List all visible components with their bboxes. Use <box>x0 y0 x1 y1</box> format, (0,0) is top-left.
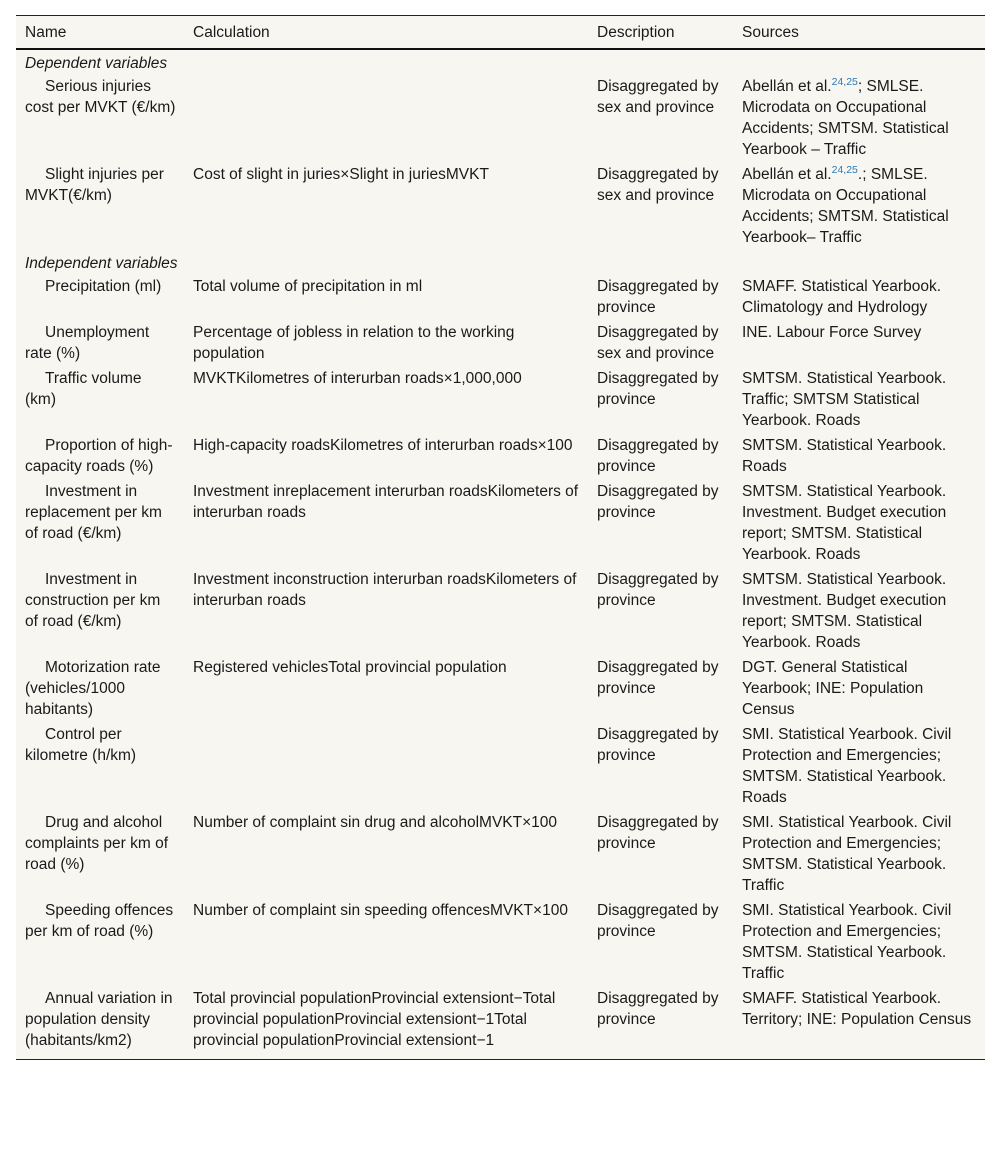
variable-calculation: Investment inreplacement interurban roadsKilometers of interurban roads <box>193 483 579 521</box>
variable-sources <box>733 567 985 655</box>
variable-sources <box>733 274 985 320</box>
table-header-row <box>16 16 985 50</box>
variable-sources <box>733 810 985 898</box>
variable-calculation: Total provincial populationProvincial extensiont−Total provincial populationProvincial extensiont−1Total provincial populationProvincial extensiont−1 <box>184 986 588 1060</box>
variable-name: Precipitation (ml) <box>45 278 162 295</box>
variable-description: Disaggregated by province <box>597 483 719 521</box>
table-row <box>16 986 985 1060</box>
header-description: Description <box>588 16 733 50</box>
variable-name: Speeding offences per km of road (%) <box>25 902 174 940</box>
table-row <box>16 722 985 810</box>
header-name: Name <box>16 16 184 50</box>
table-row <box>16 366 985 433</box>
sources-text: INE. Labour Force Survey <box>742 324 922 341</box>
sources-text: SMI. Statistical Yearbook. Civil Protection and Emergencies; SMTSM. Statistical Yearbook. Traffic <box>742 814 952 894</box>
variable-description: Disaggregated by province <box>597 571 719 609</box>
citation-link[interactable]: 24,25 <box>831 164 858 176</box>
variable-sources <box>733 655 985 722</box>
sources-text: SMTSM. Statistical Yearbook. Traffic; SMTSM Statistical Yearbook. Roads <box>742 370 947 429</box>
variable-calculation: Total volume of precipitation in ml <box>193 278 423 295</box>
section-title: Dependent variables <box>25 55 168 72</box>
table-row <box>16 898 985 986</box>
sources-text-continued: ; SMLSE. Microdata on Occupational Accidents; SMTSM. Statistical Yearbook – Traffic <box>742 78 949 158</box>
table-row <box>16 810 985 898</box>
variable-name: Control per kilometre (h/km) <box>25 726 137 764</box>
variable-name: Investment in replacement per km of road (€/km) <box>25 483 162 542</box>
variable-sources <box>733 898 985 986</box>
sources-text: SMTSM. Statistical Yearbook. Investment. Budget execution report; SMTSM. Statistical Yearbook. Roads <box>742 483 947 563</box>
variable-sources <box>733 74 985 162</box>
variable-description: Disaggregated by province <box>597 437 719 475</box>
table-row <box>16 567 985 655</box>
variable-name: Serious injuries cost per MVKT (€/km) <box>25 78 176 116</box>
variable-sources <box>733 162 985 250</box>
sources-text: SMAFF. Statistical Yearbook. Climatology and Hydrology <box>742 278 942 316</box>
variable-calculation: Investment inconstruction interurban roadsKilometers of interurban roads <box>193 571 577 609</box>
variable-calculation: MVKTKilometres of interurban roads×1,000,000 <box>193 370 522 387</box>
variable-calculation <box>184 722 588 810</box>
sources-text: SMTSM. Statistical Yearbook. Roads <box>742 437 947 475</box>
variable-name: Slight injuries per MVKT(€/km) <box>25 166 164 204</box>
variable-sources <box>733 366 985 433</box>
variable-name: Traffic volume (km) <box>25 370 142 408</box>
sources-text-continued: .; SMLSE. Microdata on Occupational Accidents; SMTSM. Statistical Yearbook– Traffic <box>742 166 949 246</box>
variable-sources <box>733 479 985 567</box>
variable-sources <box>733 986 985 1060</box>
sources-text: Abellán et al. <box>742 78 832 95</box>
section-title: Independent variables <box>25 255 178 272</box>
variable-description: Disaggregated by province <box>597 370 719 408</box>
table-row <box>16 162 985 250</box>
variable-description: Disaggregated by province <box>597 278 719 316</box>
sources-text: SMI. Statistical Yearbook. Civil Protection and Emergencies; SMTSM. Statistical Yearbook. Traffic <box>742 902 952 982</box>
variable-calculation: Registered vehiclesTotal provincial population <box>193 659 507 676</box>
variable-calculation: Cost of slight in juries×Slight in juriesMVKT <box>193 166 489 183</box>
sources-text: SMTSM. Statistical Yearbook. Investment. Budget execution report; SMTSM. Statistical Yearbook. Roads <box>742 571 947 651</box>
variable-calculation: High-capacity roadsKilometres of interurban roads×100 <box>193 437 573 454</box>
variable-description: Disaggregated by province <box>597 726 719 764</box>
table-row <box>16 433 985 479</box>
citation-link[interactable]: 24,25 <box>831 76 858 88</box>
variable-sources <box>733 320 985 366</box>
variable-name: Annual variation in population density (habitants/km2) <box>16 986 184 1060</box>
section-row <box>16 49 985 74</box>
sources-text: DGT. General Statistical Yearbook; INE: Population Census <box>742 659 924 718</box>
sources-text: SMAFF. Statistical Yearbook. Territory; INE: Population Census <box>742 990 972 1028</box>
variable-calculation: Percentage of jobless in relation to the working population <box>193 324 515 362</box>
variable-description: Disaggregated by province <box>597 902 719 940</box>
variable-description: Disaggregated by province <box>588 986 733 1060</box>
variable-name: Motorization rate (vehicles/1000 habitants) <box>25 659 161 718</box>
header-sources: Sources <box>733 16 985 50</box>
variable-description: Disaggregated by province <box>597 814 719 852</box>
table-body <box>16 49 985 1060</box>
table-row <box>16 479 985 567</box>
variable-calculation: Number of complaint sin speeding offencesMVKT×100 <box>193 902 568 919</box>
variables-table <box>16 15 985 1060</box>
variable-description: Disaggregated by sex and province <box>597 166 719 204</box>
header-calculation: Calculation <box>184 16 588 50</box>
section-row <box>16 250 985 274</box>
variable-calculation <box>184 74 588 162</box>
variable-description: Disaggregated by province <box>597 659 719 697</box>
table-row <box>16 74 985 162</box>
variable-calculation: Number of complaint sin drug and alcoholMVKT×100 <box>193 814 558 831</box>
variable-name: Investment in construction per km of road (€/km) <box>25 571 161 630</box>
variables-table-container <box>16 15 985 1060</box>
table-row <box>16 274 985 320</box>
variable-description: Disaggregated by sex and province <box>597 324 719 362</box>
table-row <box>16 320 985 366</box>
variable-name: Proportion of high-capacity roads (%) <box>25 437 173 475</box>
sources-text: Abellán et al. <box>742 166 832 183</box>
variable-name: Drug and alcohol complaints per km of road (%) <box>25 814 168 873</box>
variable-sources <box>733 722 985 810</box>
variable-description: Disaggregated by sex and province <box>597 78 719 116</box>
variable-sources <box>733 433 985 479</box>
variable-name: Unemployment rate (%) <box>25 324 150 362</box>
sources-text: SMI. Statistical Yearbook. Civil Protection and Emergencies; SMTSM. Statistical Yearbook. Roads <box>742 726 952 806</box>
table-row <box>16 655 985 722</box>
